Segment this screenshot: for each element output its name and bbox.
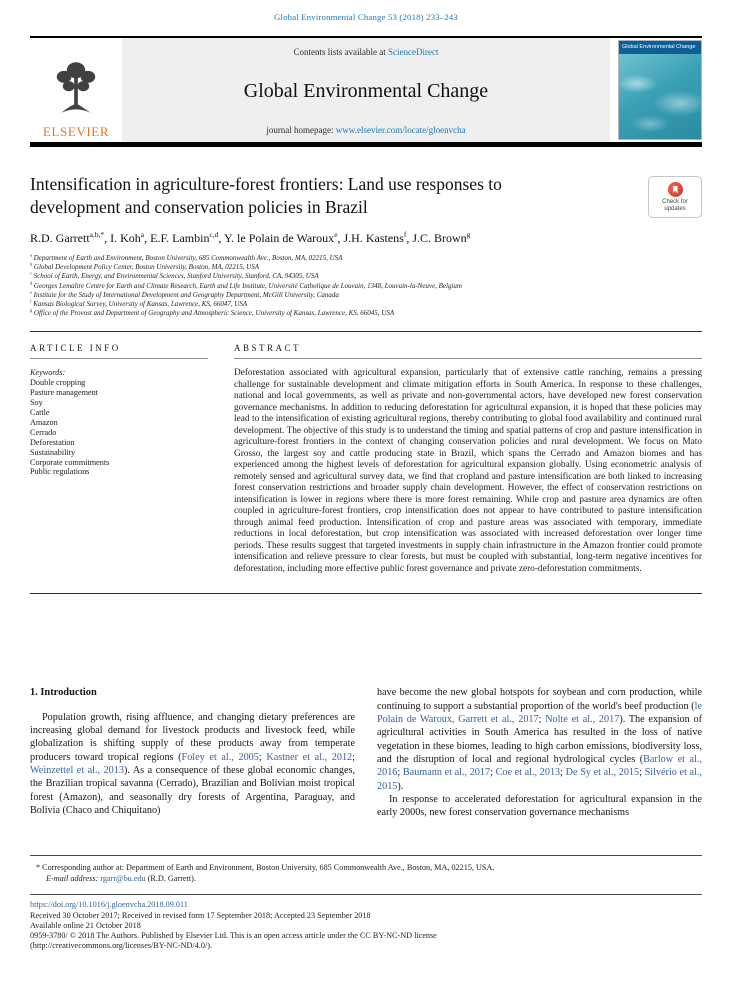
elsevier-tree-icon <box>52 57 100 123</box>
keyword: Public regulations <box>30 467 90 477</box>
abstract-text: Deforestation associated with agricultural expansion, particularly that of extensive cattle ranching, remains a pressing challenge for sustainable development and climate mitigation efforts in South America. In response to these challenges, national and local governments, as well as private and non-governmental actors, have developed new forest conservation governance mechanisms. In addition to reducing deforestation for agricultural expansion, it is hoped that these policies may lead to the intensification of existing agricultural regions, thereby contributing to global food availability and continued rural development. The objective of this study is to understand the timing and spatial patterns of crop and pasture intensification in agriculture-forest frontiers in the context of changing conservation policies and rural development. We focus on Mato Grosso, the largest soy and cattle producing state in Brazil, which spans the Cerrado and Amazon biomes and has experienced among the highest levels of deforestation for agricultural expansion globally. Using econometric analysis of remotely sensed and agricultural survey data, we find that cropland and pasture intensification are both linked to increasing forest conservation restrictions and broader supply chain development. However, the effect of conservation restrictions on intensification is lower in regions where there is more forest remaining. While crop and pasture area dynamics are often coupled in agriculture-forest frontiers, crop intensification does not appear to have contributed to pasture intensification through animal feed production. Intensification of crop and pasture areas was associated with temporary, immediate reductions in local deforestation, but crop intensification was associated with increased deforestation over longer time periods. These results suggest that targeted investments in supply chain infrastructure in the Amazon frontier could promote intensification and relieve pressure to clear forests, but must be coupled with substantial, long-term negative incentives for deforestation, including more effective public forest governance and private zero-deforestation commitments. <box>234 368 702 574</box>
author-name: Y. le Polain de Waroux$^e$ <box>223 230 338 245</box>
sciencedirect-link[interactable]: ScienceDirect <box>388 47 439 57</box>
masthead <box>30 36 702 142</box>
journal-homepage-link[interactable]: www.elsevier.com/locate/gloenvcha <box>335 125 466 135</box>
masthead-divider <box>30 142 702 147</box>
affiliation: $^f$ Kansas Biological Survey, University of Kansas, Lawrence, KS, 66047, USA <box>30 298 248 309</box>
keyword: Corporate commitments <box>30 457 110 467</box>
journal-citation-header[interactable]: Global Environmental Change 53 (2018) 233–243 <box>274 12 458 22</box>
corresponding-author-note: * Corresponding author at: Department of Earth and Environment, Boston University, 685 Commonwealth Ave., Boston, MA, 02215, USA. <box>36 863 495 873</box>
footnotes <box>30 855 702 884</box>
check-for-updates-badge[interactable] <box>648 176 702 218</box>
affiliation: $^d$ Georges Lemaître Centre for Earth and Climate Research, Earth and Life Institute, Université Catholique de Louvain, 1348, Louvain-la-Neuve, Belgium <box>30 280 462 290</box>
affiliation: $^b$ Global Development Policy Center, Boston University, Boston, MA, 02215, USA <box>30 261 260 272</box>
contents-prefix: Contents lists available at <box>293 47 388 57</box>
keyword: Cattle <box>30 408 50 418</box>
journal-cover-thumbnail[interactable] <box>618 40 702 140</box>
affiliation-list <box>30 254 702 318</box>
keyword: Double cropping <box>30 378 86 388</box>
keyword: Sustainability <box>30 447 76 457</box>
info-abstract-section <box>30 332 702 594</box>
article-info-heading: ARTICLE INFO <box>30 343 208 359</box>
body-column-left <box>30 686 355 827</box>
homepage-line <box>266 125 465 135</box>
email-link[interactable]: rgarr@bu.edu <box>100 874 146 884</box>
journal-title: Global Environmental Change <box>243 79 489 102</box>
abstract-column <box>234 343 702 575</box>
affiliation: $^g$ Office of the Provost and Department of Geography and Atmospheric Science, University of Kansas, Lawrence, KS, 66045, USA <box>30 307 395 318</box>
body-columns <box>30 686 702 827</box>
intro-paragraph-right-2: In response to accelerated deforestation for agricultural expansion in the early 2000s, new forest conservation governance mechanisms <box>377 793 702 819</box>
email-line: E-mail address: rgarr@bu.edu (R.D. Garrett). <box>46 874 196 884</box>
author-list: R.D. Garrett$^{a,b,*}$, I. Koh$^a$, E.F. Lambin$^{c,d}$, Y. le Polain de Waroux$^e$, J.H. Kastens$^f$, J.C. Brown$^g$ <box>30 230 471 245</box>
keyword: Pasture management <box>30 388 98 398</box>
elsevier-wordmark: ELSEVIER <box>42 124 110 139</box>
intro-paragraph-right-1: have become the new global hotspots for soybean and corn production, while continuing to support a substantial proportion of the world's beef production (le Polain de Waroux, Garrett et al., 2017; Nolte et al., 2017). The expansion of agricultural activities in South America has resulted in the loss of native vegetation in these biomes, leading to high carbon emissions, biodiversity loss, and the disruption of local and regional hydrological cycles (Barlow et al., 2016; Baumann et al., 2017; Coe et al., 2013; De Sy et al., 2015; Silvério et al., 2015). <box>377 687 702 792</box>
author-name: R.D. Garrett$^{a,b,*}$ <box>30 230 105 245</box>
citation-link[interactable]: Baumann et al., 2017 <box>402 767 491 779</box>
citation-link[interactable]: Nolte et al., 2017 <box>545 714 620 726</box>
keyword-list <box>30 378 208 477</box>
contents-line <box>294 47 439 57</box>
masthead-center <box>122 38 610 142</box>
journal-cover-title: Global Environmental Change <box>619 41 701 54</box>
publication-details <box>30 894 702 951</box>
journal-cover-art <box>619 54 701 140</box>
citation-link[interactable]: le Polain de Waroux, Garrett et al., 2017 <box>377 700 702 726</box>
citation-link[interactable]: Silvério et al., 2015 <box>377 767 702 792</box>
keyword: Soy <box>30 398 43 408</box>
affiliation: $^a$ Department of Earth and Environment, Boston University, 685 Commonwealth Ave., Boston, MA, 02215, USA <box>30 252 343 262</box>
citation-link[interactable]: Foley et al., 2005 <box>181 751 259 763</box>
keyword: Cerrado <box>30 427 57 437</box>
citation-link[interactable]: De Sy et al., 2015 <box>565 767 640 779</box>
citation-link[interactable]: Barlow et al., 2016 <box>377 753 702 779</box>
article-title-line-1: Intensification in agriculture-forest frontiers: Land use responses to <box>30 174 502 194</box>
received-dates: Received 30 October 2017; Received in revised form 17 September 2018; Accepted 23 September 2018 <box>30 910 371 920</box>
doi-link[interactable]: https://doi.org/10.1016/j.gloenvcha.2018.09.011 <box>30 900 188 910</box>
available-online: Available online 21 October 2018 <box>30 920 141 930</box>
check-for-updates-label: Check for updates <box>662 199 688 212</box>
license-line: (http://creativecommons.org/licenses/BY-NC-ND/4.0/). <box>30 941 212 951</box>
masthead-right <box>610 38 702 142</box>
keyword: Amazon <box>30 417 58 427</box>
homepage-prefix: journal homepage: <box>266 125 336 135</box>
citation-link[interactable]: Weinzettel et al., 2013 <box>30 764 124 776</box>
affiliation: $^c$ School of Earth, Energy, and Environmental Sciences, Stanford University, Stanford, CA, 94305, USA <box>30 271 319 281</box>
author-name: I. Koh$^a$ <box>110 230 145 245</box>
abstract-heading: ABSTRACT <box>234 343 702 359</box>
author-name: J.C. Brown$^g$ <box>412 230 471 245</box>
author-name: J.H. Kastens$^f$ <box>343 230 407 245</box>
article-title-line-2: development and conservation policies in Brazil <box>30 196 368 217</box>
keywords-label: Keywords: <box>30 368 66 378</box>
article-title <box>30 173 600 218</box>
copyright-line: 0959-3780/ © 2018 The Authors. Published by Elsevier Ltd. This is an open access article under the CC BY-NC-ND license <box>30 931 437 941</box>
elsevier-logo[interactable] <box>30 38 122 142</box>
affiliation: $^e$ Institute for the Study of International Development and Geography Department, McGill University, Canada <box>30 289 339 299</box>
body-column-right <box>377 686 702 827</box>
section-heading-introduction: 1. Introduction <box>30 687 97 699</box>
article-info-column <box>30 343 208 575</box>
citation-link[interactable]: Coe et al., 2013 <box>495 767 561 779</box>
citation-link[interactable]: Kastner et al., 2012 <box>266 751 353 763</box>
intro-paragraph-left: Population growth, rising affluence, and changing dietary preferences are increasing global demand for livestock products and livestock feed, while globalization is shifting supply of these products away from temperate producers toward tropical regions (Foley et al., 2005; Kastner et al., 2012; Weinzettel et al., 2013). As a consequence of these global economic changes, the Brazilian tropical savanna (Cerrado), Brazilian and Bolivian moist tropical forest (Amazon), and seasonally dry forests of Argentina, Paraguay, and Bolivia (Chaco and Chiquitano) <box>30 711 355 816</box>
crossmark-icon <box>668 182 683 197</box>
keyword: Deforestation <box>30 437 75 447</box>
author-name: E.F. Lambin$^{c,d}$ <box>150 230 219 245</box>
